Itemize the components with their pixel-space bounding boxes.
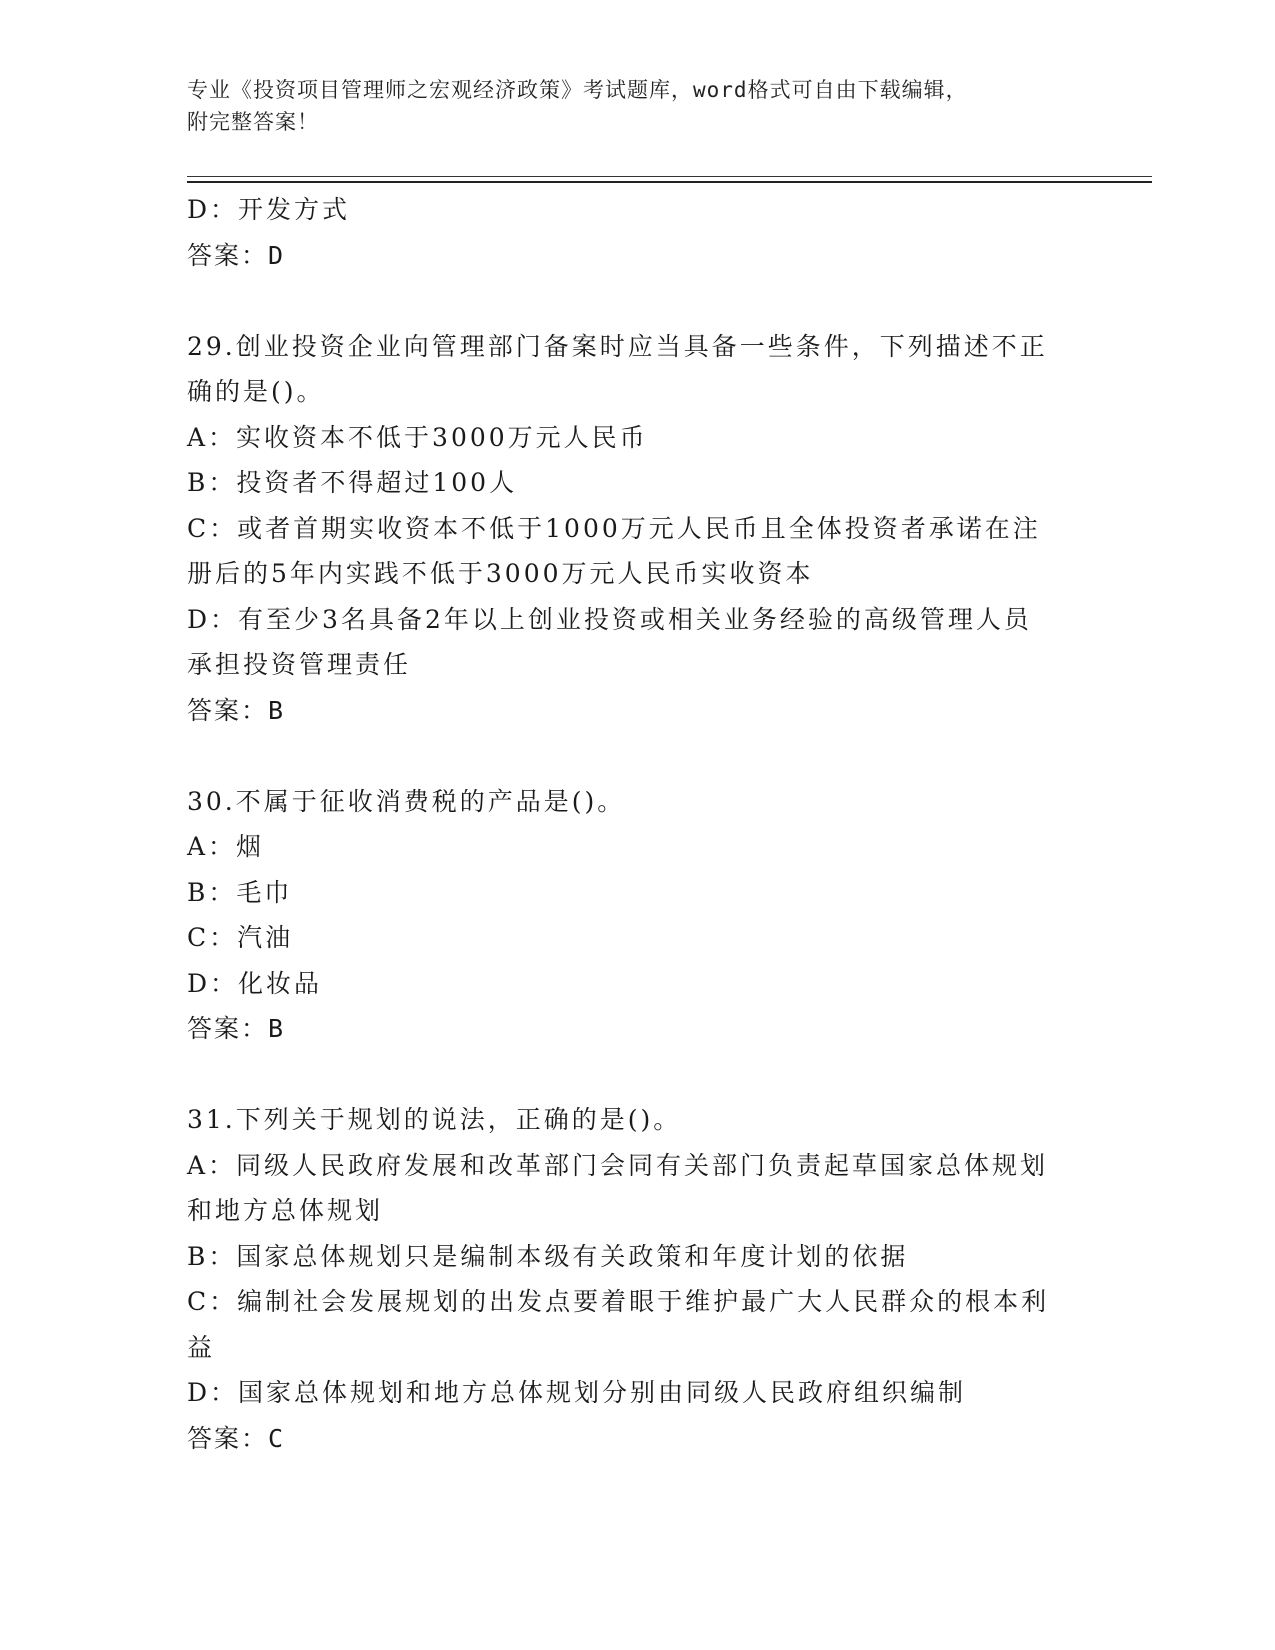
option-a: A：同级人民政府发展和改革部门会同有关部门负责起草国家总体规划 xyxy=(187,1150,1049,1180)
question-stem-line: 确的是()。 xyxy=(187,377,325,406)
option-a-cont: 和地方总体规划 xyxy=(187,1196,384,1225)
question-31 xyxy=(187,1097,1087,1461)
carryover-answer xyxy=(187,233,1087,279)
question-stem-line: 30.不属于征收消费税的产品是()。 xyxy=(187,786,626,816)
question-answer xyxy=(187,688,1087,734)
answer-value: C xyxy=(268,1423,286,1453)
header-divider-thin xyxy=(187,176,1152,177)
option-d: D：国家总体规划和地方总体规划分别由同级人民政府组织编制 xyxy=(187,1378,967,1407)
carryover-option-d: D：开发方式 xyxy=(187,195,351,224)
document-header xyxy=(187,74,1067,138)
option-b: B：国家总体规划只是编制本级有关政策和年度计划的依据 xyxy=(187,1241,909,1271)
option-b: B：投资者不得超过100人 xyxy=(187,468,518,497)
option-d-cont: 承担投资管理责任 xyxy=(187,650,412,679)
option-a: A：烟 xyxy=(187,832,265,861)
document-body xyxy=(187,187,1087,1461)
header-line-2: 附完整答案！ xyxy=(187,110,319,134)
question-answer xyxy=(187,1006,1087,1052)
question-answer xyxy=(187,1416,1087,1462)
spacer xyxy=(187,733,1087,779)
answer-value: B xyxy=(268,1014,286,1043)
answer-label: 答案： xyxy=(187,1423,269,1453)
question-stem-line: 29.创业投资企业向管理部门备案时应当具备一些条件，下列描述不正 xyxy=(187,331,1048,361)
option-b: B：毛巾 xyxy=(187,877,293,907)
header-divider-thick xyxy=(187,181,1152,183)
spacer xyxy=(187,278,1087,324)
option-d: D：有至少3名具备2年以上创业投资或相关业务经验的高级管理人员 xyxy=(187,604,1032,634)
question-stem-line: 31.下列关于规划的说法，正确的是()。 xyxy=(187,1105,682,1134)
option-d: D：化妆品 xyxy=(187,968,323,998)
option-c: C：或者首期实收资本不低于1000万元人民币且全体投资者承诺在注 xyxy=(187,513,1041,543)
option-a: A：实收资本不低于3000万元人民币 xyxy=(187,422,648,452)
answer-label: 答案： xyxy=(187,240,269,270)
answer-label: 答案： xyxy=(187,695,269,725)
answer-label: 答案： xyxy=(187,1014,269,1043)
spacer xyxy=(187,1052,1087,1098)
option-c: C：汽油 xyxy=(187,923,294,952)
question-30 xyxy=(187,779,1087,1052)
option-c: C：编制社会发展规划的出发点要着眼于维护最广大人民群众的根本利 xyxy=(187,1287,1050,1316)
answer-value: B xyxy=(268,695,286,725)
header-line-1: 专业《投资项目管理师之宏观经济政策》考试题库，word格式可自由下载编辑， xyxy=(187,78,968,102)
question-29 xyxy=(187,324,1087,734)
option-c-cont: 册后的5年内实践不低于3000万元人民币实收资本 xyxy=(187,559,814,588)
answer-value: D xyxy=(268,240,286,270)
option-c-cont: 益 xyxy=(187,1332,216,1362)
